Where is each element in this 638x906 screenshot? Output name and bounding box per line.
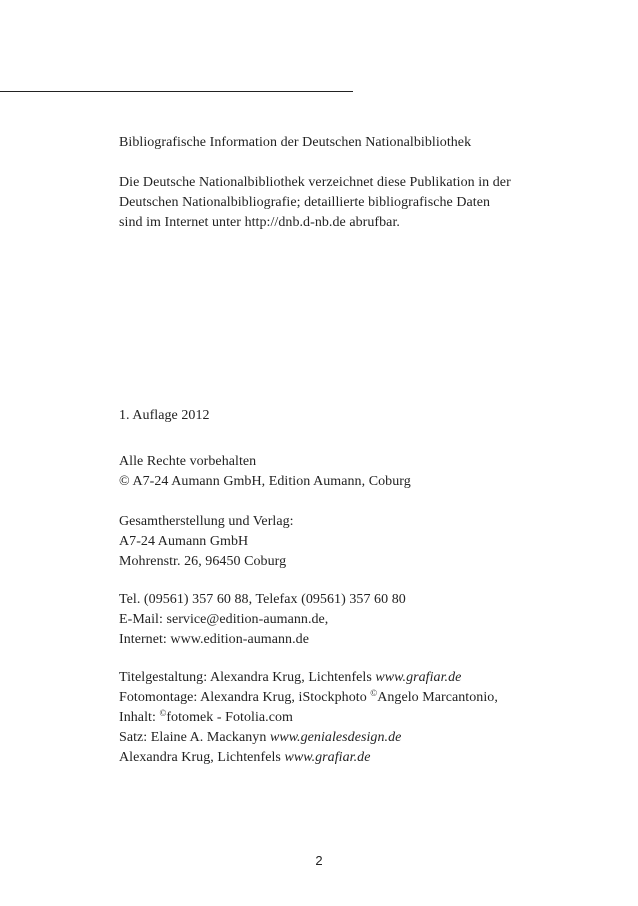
contact-block: [119, 590, 599, 650]
photo-copyright-mark: ©: [370, 688, 378, 698]
typesetting-credit-url: www.genialesdesign.de: [269, 730, 402, 745]
publisher-block: [119, 512, 599, 572]
last-credit-text: Alexandra Krug, Lichtenfels: [119, 750, 285, 765]
typesetting-credit-text: Satz: Elaine A. Mackanyn: [119, 730, 270, 745]
phone-fax: Tel. (09561) 357 60 88, Telefax (09561) 357 60 80: [119, 592, 406, 607]
internet-line: Internet: www.edition-aumann.de: [119, 632, 309, 647]
cover-credit-text: Titelgestaltung: Alexandra Krug, Lichtenfels: [119, 670, 376, 685]
page-number: 2: [315, 853, 323, 868]
content-credit-text: Inhalt:: [119, 710, 160, 725]
photo-credit: [119, 688, 599, 708]
publisher-name: A7-24 Aumann GmbH: [119, 534, 249, 549]
rights-reserved: Alle Rechte vorbehalten: [119, 454, 257, 469]
cip-heading: Bibliografische Information der Deutschen Nationalbibliothek: [119, 135, 472, 150]
copyright-line: © A7-24 Aumann GmbH, Edition Aumann, Coburg: [119, 474, 411, 489]
cover-credit: [119, 668, 599, 688]
publisher-label: Gesamtherstellung und Verlag:: [119, 514, 294, 529]
typesetting-credit: [119, 728, 599, 748]
cip-block: [119, 133, 599, 233]
cover-credit-url: www.grafiar.de: [375, 670, 462, 685]
credits-block: [119, 668, 599, 768]
last-credit-url: www.grafiar.de: [284, 750, 371, 765]
photo-credit-author: Angelo Marcantonio,: [377, 690, 498, 705]
photo-credit-text: Fotomontage: Alexandra Krug, iStockphoto: [119, 690, 371, 705]
content-credit-author: fotomek - Fotolia.com: [166, 710, 293, 725]
email-line: E-Mail: service@edition-aumann.de,: [119, 612, 329, 627]
cip-line: Deutschen Nationalbibliografie; detaillierte bibliografische Daten: [119, 195, 491, 210]
content-credit: [119, 708, 599, 728]
edition-text: 1. Auflage 2012: [119, 408, 210, 423]
last-credit: [119, 748, 599, 768]
top-rule-divider: [0, 91, 353, 92]
cip-line: Die Deutsche Nationalbibliothek verzeichnet diese Publikation in der: [119, 175, 511, 190]
cip-line: sind im Internet unter http://dnb.d-nb.de abrufbar.: [119, 215, 400, 230]
rights-block: [119, 452, 599, 492]
publisher-address: Mohrenstr. 26, 96450 Coburg: [119, 554, 287, 569]
edition-block: [119, 406, 599, 426]
spacer: [119, 153, 599, 173]
content-copyright-mark: ©: [159, 708, 167, 718]
